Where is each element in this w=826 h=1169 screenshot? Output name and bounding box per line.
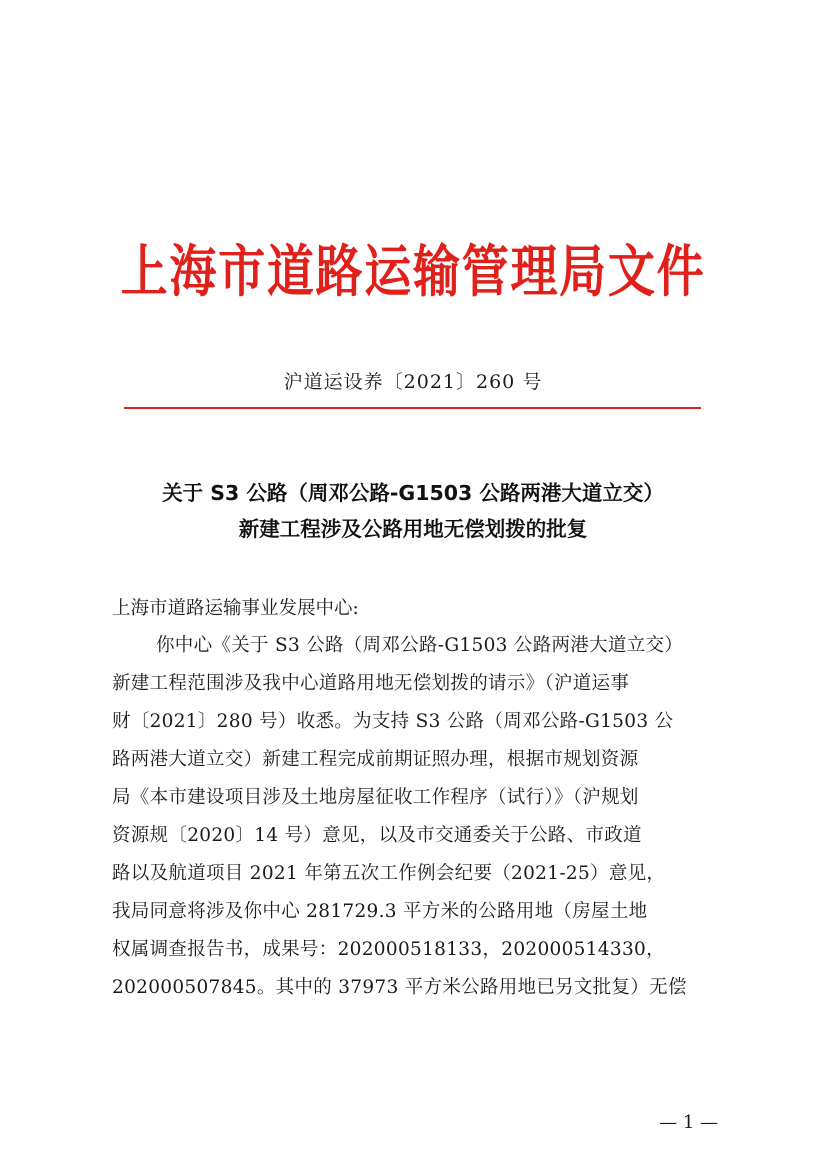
page-number: — 1 — (659, 1112, 718, 1133)
document-number: 沪道运设养〔2021〕260 号 (283, 371, 543, 393)
body-line: 路以及航道项目 2021 年第五次工作例会纪要（2021-25）意见， (112, 863, 666, 884)
body-line: 路两港大道立交）新建工程完成前期证照办理，根据市规划资源 (112, 749, 639, 770)
body-line: 202000507845。其中的 37973 平方米公路用地已另文批复）无偿 (112, 977, 687, 998)
document-title-line-1: 关于 S3 公路（周邓公路-G1503 公路两港大道立交） (162, 481, 664, 505)
salutation: 上海市道路运输事业发展中心: (112, 598, 359, 619)
document-title-line-2: 新建工程涉及公路用地无偿划拨的批复 (238, 517, 588, 541)
body-line: 权属调查报告书，成果号：202000518133，202000514330， (112, 939, 665, 960)
body-line: 你中心《关于 S3 公路（周邓公路-G1503 公路两港大道立交） (156, 635, 684, 656)
body-line: 财〔2021〕280 号）收悉。为支持 S3 公路（周邓公路-G1503 公 (112, 711, 674, 732)
body-line: 资源规〔2020〕14 号）意见，以及市交通委关于公路、市政道 (112, 825, 642, 846)
body-line: 新建工程范围涉及我中心道路用地无偿划拨的请示》（沪道运事 (112, 673, 630, 694)
red-separator-line (124, 407, 701, 409)
org-header-title: 上海市道路运输管理局文件 (120, 239, 706, 305)
body-line: 我局同意将涉及你中心 281729.3 平方米的公路用地（房屋土地 (112, 901, 648, 922)
body-line: 局《本市建设项目涉及土地房屋征收工作程序（试行）》（沪规划 (112, 787, 639, 808)
